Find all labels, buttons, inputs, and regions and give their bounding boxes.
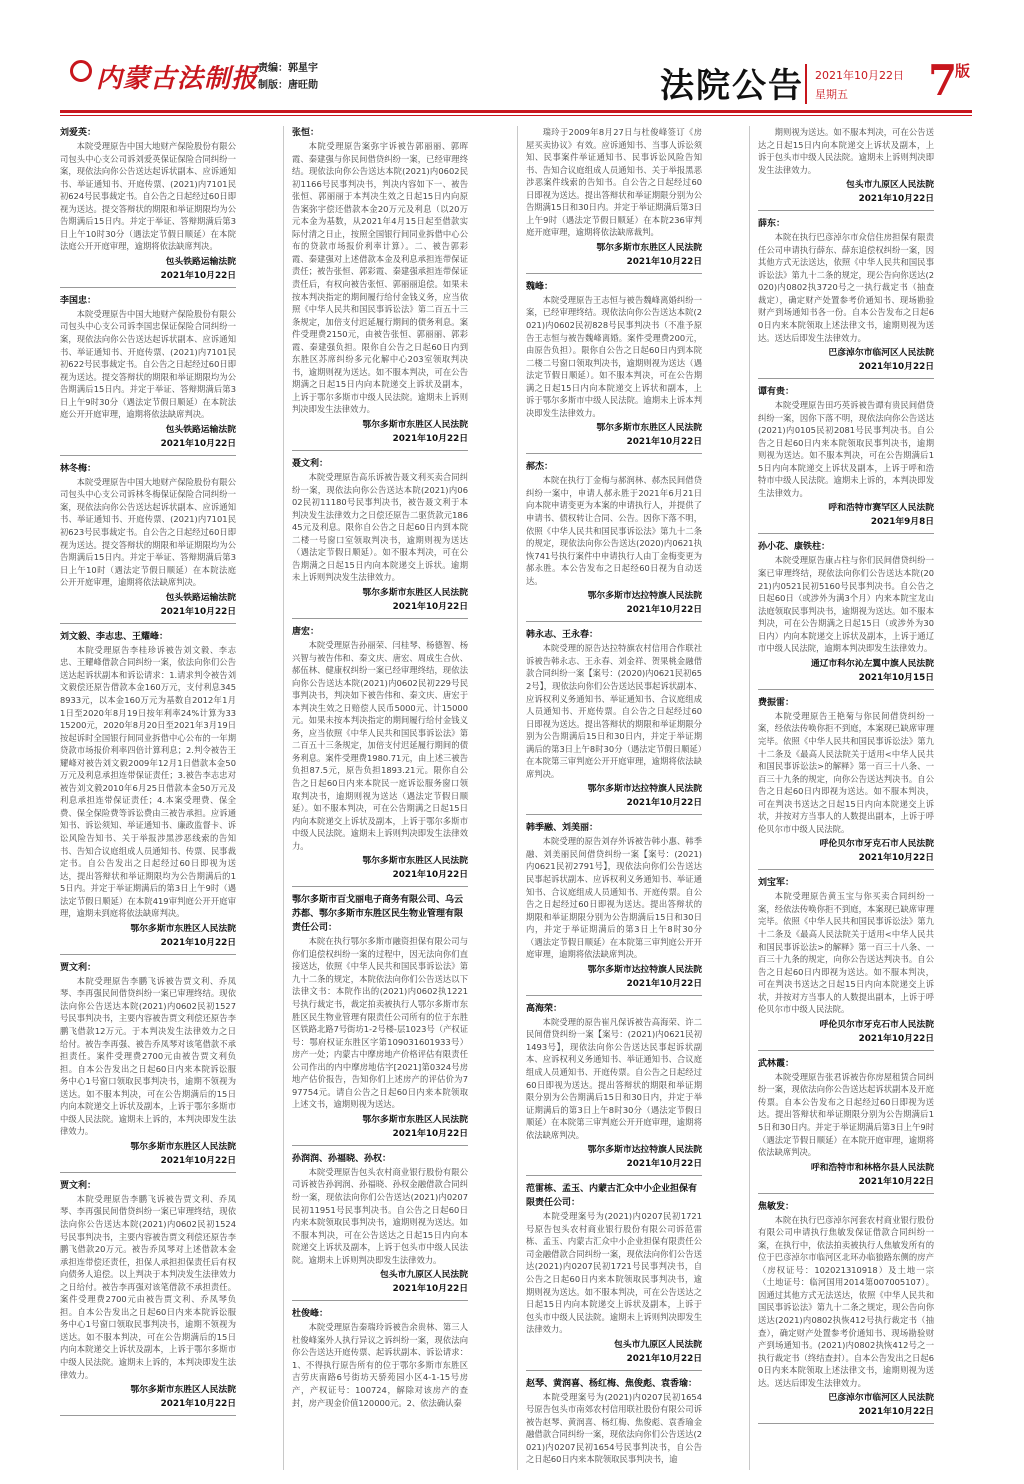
court-notice: [60, 961, 236, 1173]
court-notice: [758, 217, 934, 379]
issue-weekday: 星期五: [815, 88, 848, 101]
notice-date: 2021年10月22日: [526, 603, 702, 622]
notice-court: 包头市九原区人民法院: [614, 1339, 702, 1350]
notice-date: 2021年10月22日: [758, 192, 934, 211]
masthead: [0, 0, 1024, 118]
notice-addressee: 谭有贵：: [758, 387, 795, 398]
notice-addressee: 张恒：: [292, 128, 320, 138]
notice-addressee: 鄂尔多斯市百戈丽电子商务有限公司、乌云苏都、鄂尔多斯市东胜区民生物业管理有限责任公司：: [292, 895, 464, 934]
notice-date: 2021年10月22日: [292, 432, 468, 451]
newspaper-logo-icon: [70, 60, 92, 82]
notice-date: 2021年10月22日: [60, 1397, 236, 1416]
newspaper-logo: 内蒙古法制报: [96, 64, 259, 94]
notice-addressee: 唐宏：: [292, 626, 320, 637]
notice-addressee: 杜俊峰：: [292, 1309, 329, 1320]
notice-date: 2021年10月22日: [758, 360, 934, 379]
notice-addressee: 焦敏发：: [758, 1201, 795, 1212]
notice-date: 2021年10月22日: [292, 1282, 468, 1301]
notice-court: 鄂尔多斯市东胜区人民法院: [130, 923, 236, 934]
notice-addressee: 孙小花、康铁柱：: [758, 542, 831, 553]
court-notice: [758, 1200, 934, 1425]
notice-court: 鄂尔多斯市东胜区人民法院: [596, 242, 702, 253]
notice-body: 本院受理原告李鹏飞诉被告贾文利、乔凤琴、李再强民间借贷纠纷一案已审理终结，现依法向你公告送达本院(2021)内0602民初1524号民事判决书，主要内容被告贾文利偿还原告李鹏飞借款20万元。被告乔凤琴对上述借款本金承担连带偿还责任，担保人承担担保责任后有权向债务人追偿。以上判决于本判决发生法律效力之日给付。被告李再强对该笔借款不承担责任。案件受理费2700元由被告贾文利、乔凤琴负担。自本公告发出之日起60日内来本院诉讼服务中心1号窗口领取民事判决书，逾期不领视为送达。如不服本判决，可在公告期满后的15日内向本院递交上诉状及副本，上诉于鄂尔多斯市中级人民法院。逾期未上诉的，本判决即发生法律效力。: [60, 1193, 236, 1380]
notice-addressee: 聂文利：: [292, 459, 329, 470]
section-title: 法院公告: [660, 66, 804, 106]
notice-date: 2021年10月22日: [758, 851, 934, 870]
notice-date: 2021年10月22日: [758, 1405, 934, 1424]
court-notice: [526, 126, 702, 274]
column-divider: [749, 126, 750, 1470]
notice-court: 呼伦贝尔市牙克石市人民法院: [819, 1019, 934, 1030]
court-notice: [758, 385, 934, 534]
notice-addressee: 刘宝军：: [758, 878, 795, 889]
column-3: [526, 126, 702, 1466]
notice-date: 2021年10月22日: [60, 437, 236, 456]
notice-body: 本院受理案号为(2021)内0207民初1721号原告包头农村商业银行股份有限公司诉范雷栋、孟玉、内蒙古汇众中小企业担保有限责任公司金融借款合同纠纷一案，现依法向你们公告送达(2021)内0207民初1721号民事判决书，自公告之日起60日内来本院领取民事判决书，逾期则视为送达。如不服本判决，可在公告送达之日起15日内向本院递交上诉状及副本，上诉于包头市中级人民法院。逾期未上诉则判决即发生法律效力。: [526, 1211, 702, 1335]
editor-credits: [258, 60, 318, 94]
notice-body: 本院受理原告王志恒与被告魏峰离婚纠纷一案，已经审理终结。现依法向你公告送达本院(2021)内0602民初828号民事判决书（不准予原告王志恒与被告魏峰离婚。案件受理费200元，由原告负担）。限你自公告之日起60日内到本院二楼二号窗口领取判决书，逾期则视为送达（遇法定节假日顺延）。如不服本判决，可在公告期满之日起15日内向本院递交上诉状和副本，上诉于鄂尔多斯市中级人民法院。逾期未上诉本判决即发生法律效力。: [526, 294, 702, 418]
notice-body: 本院受理原告张君诉被告你房屋租赁合同纠纷一案，现依法向你公告送达起诉状副本及开庭传票。自本公告发布之日起经过60日即视为送达。提出答辩状和举证期限分别为公告期满后15日和30日内。并定于举证期满后第3日上午9时（遇法定节假日顺延）在本院开庭审理，逾期将依法缺席判决。: [758, 1071, 934, 1158]
notice-body: 本院受理的原告刘存外诉被告韩小惠、韩季融、刘美丽民间借贷纠纷一案【案号：(2021)内0621民初2791号】，现依法向你们公告送达民事起诉状副本、应诉权利义务通知书、举证通知书、合议庭组成人员通知书、开庭传票。自公告之日起经过60日即视为送达。提出答辩状的期限和举证期限分别为公告期满后15日和30日内，并定于举证期满后的第3日上午8时30分（遇法定节假日顺延）在本院第三审判庭公开开庭审理，逾期将依法缺席判决。: [526, 836, 702, 960]
notice-court: 鄂尔多斯市达拉特旗人民法院: [587, 784, 702, 795]
notice-date: 2021年10月22日: [60, 1154, 236, 1173]
notice-body: 本院受理原告孙丽荣、闫桂琴、杨德智、杨兴智与被告伟和、秦文庆、唐宏、周成生合伙、郝伍林、健康权纠纷一案已经审理终结，现依法向你公告送达本院(2021)内0602民初229号民事判决书，判决如下被告伟和、秦文庆、唐宏于本判决生效之日赔偿人民币5000元、计15000元。如果未按本判决指定的期间履行给付金钱义务，应当依照《中华人民共和国民事诉讼法》第二百五十三条规定，加倍支付迟延履行期间的债务利息。案件受理费1980.71元，由上述三被告负担87.5元，原告负担1893.21元。限你自公告之日起60日内来本院民一庭诉讼服务窗口领取判决书，逾期则视为送达（遇法定节假日顺延）。如不服本判决，可在公告期满之日起15日内向本院递交上诉状及副本，上诉于鄂尔多斯市中级人民法院。逾期未上诉则判决即发生法律效力。: [292, 639, 468, 851]
page-label: 版: [955, 62, 971, 80]
court-notice: [292, 457, 468, 619]
notice-addressee: 刘文毅、李志忠、王耀峰：: [60, 631, 169, 642]
court-notice: [526, 1002, 702, 1176]
notice-body: 本院受理原告康占柱与你们民间借贷纠纷一案已审理终结，现依法向你们公告送达本院(2021)内0521民初5160号民事判决书。自公告之日起60日（或涉外为满3个月）内来本院宝龙山法庭领取民事判决书，逾期视为送达。如不服本判决，可在公告期满之日起15日（或涉外为30日内）内向本院递交上诉状及副本，上诉于通辽市中级人民法院，逾期本判决即发生法律效力。: [758, 555, 934, 654]
notice-date: 2021年10月22日: [60, 605, 236, 624]
notice-body: 期则视为送达。如不服本判决，可在公告送达之日起15日内向本院递交上诉状及副本，上诉于包头市中级人民法院。逾期未上诉则判决即发生法律效力。: [758, 127, 934, 175]
court-notice: [526, 1182, 702, 1370]
notice-court: 鄂尔多斯市达拉特旗人民法院: [587, 964, 702, 975]
notice-addressee: 赵琴、黄润喜、杨红梅、焦俊彪、袁香瑜：: [526, 1378, 698, 1389]
notice-body: 本院受理原告包头农村商业银行股份有限公司诉被告孙润润、孙福晓、孙权金融借款合同纠纷一案，现依法向你们公告送达(2021)内0207民初11951号民事判决书。自公告之日起60日内来本院领取民事判决书，逾期则视为送达。如不服本判决，可在公告送达之日起15日内向本院递交上诉状及副本，上诉于包头市中级人民法院。逾期未上诉则判决即发生法律效力。: [292, 1166, 468, 1265]
notice-body: 本院受理原告李鹏飞诉被告贾文利、乔凤琴、李再强民间借贷纠纷一案已审理终结。现依法向你公告送达本院(2021)内0602民初1527号民事判决书，主要内容被告贾文利偿还原告李鹏飞借款12万元。于本判决发生法律效力之日给付。被告李再强、被告乔凤琴对该笔借款不承担责任。案件受理费2700元由被告贾文利负担。自本公告发出之日起60日内来本院诉讼服务中心1号窗口领取民事判决书，逾期不领视为送达。如不服本判决，可在公告期满后的15日内向本院递交上诉状及副本，上诉于鄂尔多斯市中级人民法院。逾期未上诉的，本判决即发生法律效力。: [60, 975, 236, 1137]
court-notice: [526, 460, 702, 622]
notice-date: 2021年10月22日: [292, 1127, 468, 1146]
notice-court: 鄂尔多斯市东胜区人民法院: [130, 1141, 236, 1152]
notice-court: 鄂尔多斯市东胜区人民法院: [362, 420, 468, 431]
notice-body: 本院受理原告中国大地财产保险股份有限公司包头中心支公司诉刘爱英保证保险合同纠纷一案，现依法向你公告送达起诉状副本、应诉通知书、举证通知书、开庭传票、(2021)内7101民初624号民事裁定书。自公告之日起经过60日即视为送达。提交答辩状的期限和举证期限均为公告期满后15日内。并定于举证、答辩期满后第3日上午10时30分（遇法定节假日顺延）在本院法庭公开开庭审理，逾期将依法缺席判决。: [60, 141, 236, 252]
notice-addressee: 费振雷：: [758, 697, 795, 708]
notice-date: 2021年9月8日: [758, 515, 934, 534]
notice-addressee: 贾文利：: [60, 1180, 97, 1191]
notice-addressee: 武林霞：: [758, 1058, 795, 1069]
header-rule-thin: [60, 115, 972, 116]
notice-body: 本院受理原告高乐诉被告聂文利买卖合同纠纷一案，现依法向你公告送达本院(2021)内0602民初11180号民事判决书，被告聂文利于本判决发生法律效力之日偿还原告二驱货款元18645元及利息。限你自公告之日起60日内到本院二楼一号窗口室领取判决书，逾期则视为送达（遇法定节假日顺延）。如不服本判决，可在公告期满之日起15日内向本院递交上诉状。逾期未上诉则判决发生法律效力。: [292, 472, 468, 583]
notice-body: 本院受理原告案弥宇诉被告郭丽丽、郭晖霞、秦建强与你民间借贷纠纷一案，已经审理终结。现依法向你公告送达本院(2021)内0602民初1166号民事判决书，判决内容如下一、被告张恒、郭丽丽于本判决生效之日起15日内向原告案弥宇偿还借款本金20万元及利息（以20万元本金为基数，从2021年4月15日起至借款实际付清之日止，按照全国银行间同业拆借中心公布的贷款市场报价利率计算）。二、被告郭彩霞、秦建强对上述借款本金及利息承担连带保证责任；被告张恒、郭彩霞、秦建强承担连带保证责任后，有权向被告张恒、郭丽丽追偿。如果未按本判决指定的期间履行给付金钱义务，应当依照《中华人民共和国民事诉讼法》第二百五十三条规定，加倍支付迟延履行期间的债务利息。案件受理费2150元，由被告张恒、郭丽丽、郭彩霞、秦建强负担。限你自公告之日起60日内到东胜区苏席纠纷多元化解中心203室领取判决书，逾期则视为送达。如不服本判决，可在公告期满之日起15日内向本院递交上诉状及副本，上诉于鄂尔多斯市中级人民法院。逾期未上诉则判决即发生法律效力。: [292, 141, 468, 415]
notice-court: 鄂尔多斯市东胜区人民法院: [362, 587, 468, 598]
notice-addressee: 韩季融、刘美丽：: [526, 823, 599, 834]
notice-body: 本院受理原告田巧英诉被告谭有贵民间借贷纠纷一案，因你下落不明，现依法向你公告送达(2021)内0105民初2081号民事判决书。自公告之日起60日内来本院领取民事判决书，逾期则视为送达。如不服本判决，可在公告期满后15日内向本院递交上诉状及副本，上诉于呼和浩特市中级人民法院。逾期未上诉的，本判决即发生法律效力。: [758, 400, 934, 498]
notice-date: 2021年10月22日: [758, 1175, 934, 1194]
court-notice: [758, 876, 934, 1050]
notice-addressee: 孙润润、孙福晓、孙权：: [292, 1153, 392, 1164]
court-notice: [758, 126, 934, 211]
column-1: [60, 126, 236, 1422]
notice-date: 2021年10月22日: [526, 796, 702, 815]
notice-date: 2021年10月22日: [526, 255, 702, 274]
court-notice: [526, 821, 702, 995]
notice-court: 巴彦淖尔市临河区人民法院: [828, 1393, 934, 1404]
court-notice: [60, 462, 236, 624]
notice-court: 巴彦淖尔市临河区人民法院: [828, 348, 934, 359]
notice-court: 包头铁路运输法院: [165, 592, 236, 603]
notice-body: 本院在执行巴彦淖尔河套农村商业银行股份有限公司申请执行焦敏发保证借款合同纠纷一案，在执行中，依法拍卖被执行人焦敏发所有的位于巴彦淖尔市临河区北环办临狼路东侧的房产（房权证号：102021310918）及土地一宗（土地证号：临河国用2014第007005107）。因通过其他方式无法送达，依照《中华人民共和国民事诉讼法》第九十二条之规定，现公告向你送达(2021)内0802执恢412号执行裁定书（抽查），确定财产处置参考价通知书、现场勘验财产到场通知书。(2021)内0802执恢412号之一执行裁定书（终结查封）。自本公告发出之日起60日内来本院领取上述法律文书，逾期则视为送达。送达后即发生法律效力。: [758, 1214, 934, 1388]
court-notice: [292, 893, 468, 1146]
notice-court: 包头市九原区人民法院: [846, 180, 934, 191]
page-number: 7: [928, 56, 958, 105]
notice-court: 鄂尔多斯市东胜区人民法院: [596, 423, 702, 434]
court-notice: [292, 625, 468, 887]
notice-body: 瑞玲于2009年8月27日与杜俊峰签订《房屋买卖协议》有效。应诉通知书、当事人诉讼须知、民事案件举证通知书、民事诉讼风险告知书、告知合议庭组成人员通知书、关于举报黑恶涉恶案件线索的告知书。自公告之日起经过60日即视为送达。提出答辩状和举证期限分别为公告期满15日和30日内。并定于举证期满后第3日上午9时（遇法定节假日顺延）在本院236审判庭开庭审理，逾期将依法缺席裁判。: [526, 127, 702, 238]
court-notice: [60, 126, 236, 288]
notice-court: 鄂尔多斯市东胜区人民法院: [362, 856, 468, 867]
notice-court: 包头市九原区人民法院: [380, 1270, 468, 1281]
notice-court: 包头铁路运输法院: [165, 424, 236, 435]
notice-date: 2021年10月15日: [758, 671, 934, 690]
notice-body: 本院受理原告中国大地财产保险股份有限公司包头中心支公司诉李国忠保证保险合同纠纷一案，现依法向你公告送达起诉状副本、应诉通知书、举证通知书、开庭传票、(2021)内7101民初622号民事裁定书。自公告之日起经过60日即视为送达。提交答辩状的期限和举证期限均为公告期满后15日内。并定于举证、答辩期满后第3日上午9时30分（遇法定节假日顺延）在本院法庭公开开庭审理，逾期将依法缺席判决。: [60, 308, 236, 420]
notice-date: 2021年10月22日: [526, 1352, 702, 1371]
notice-court: 呼伦贝尔市牙克石市人民法院: [819, 839, 934, 850]
court-notice: [526, 280, 702, 454]
court-notice: [526, 628, 702, 815]
column-divider: [517, 126, 518, 1470]
notice-addressee: 魏峰：: [526, 281, 554, 292]
notice-court: 呼和浩特市和林格尔县人民法院: [810, 1162, 934, 1173]
notice-body: 本院受理原告黄玉宝与你买卖合同纠纷一案，经依法传唤你拒不到庭，本案现已缺席审理完毕。依照《中华人民共和国民事诉讼法》第九十二条及《最高人民法院关于适用<中华人民共和国民事诉讼法>的解释》第一百三十八条、一百三十九条的规定，向你公告送达判决书。自公告之日起60日内即视为送达。如不服本判决，可在判决书送达之日起15日内向本院递交上诉状，并按对方当事人的人数提出副本，上诉于呼伦贝尔市中级人民法院。: [758, 891, 934, 1015]
notice-court: 通辽市科尔沁左翼中旗人民法院: [810, 658, 934, 669]
editor-label: 责编：: [258, 63, 288, 74]
notice-addressee: 薛东：: [758, 219, 786, 230]
notice-court: 呼和浩特市赛罕区人民法院: [828, 503, 934, 514]
issue-date: 2021年10月22日: [815, 69, 904, 82]
notice-addressee: 林冬梅：: [60, 463, 97, 474]
notice-addressee: 刘爱英：: [60, 128, 97, 138]
notice-body: 本院受理原告中国大地财产保险股份有限公司包头中心支公司诉林冬梅保证保险合同纠纷一案，现依法向你公告送达起诉状副本、应诉通知书、举证通知书、开庭传票、(2021)内7101民初623号民事裁定书。自公告之日起经过60日即视为送达。提交答辩状的期限和举证期限均为公告期满后15日内。并定于举证、答辩期满后第3日上午10时（遇法定节假日顺延）在本院法庭公开开庭审理，逾期将依法缺席判决。: [60, 476, 236, 588]
notice-addressee: 郝杰：: [526, 462, 554, 473]
header-rule: [60, 110, 972, 113]
notice-court: 鄂尔多斯市达拉特旗人民法院: [587, 1145, 702, 1156]
court-notice: [60, 294, 236, 456]
notice-body: 本院受理原告李桂珍诉被告刘文毅、李志忠、王耀峰借款合同纠纷一案，依法向你们公告送达起诉状副本和诉讼请求：1.请求判令被告刘文毅偿还原告借款本金160万元，支付利息3458933元，以本金160万元为基数自2012年1月1日至2020年8月19日按年利率24%计算为3315200元，2020年8月20日至2021年3月19日按起诉时全国银行间同业拆借中心公布的一年期贷款市场报价利率四倍计算利息；2.判令被告王耀峰对被告刘文毅2009年12月1日借款本金50万元及利息承担连带保证责任；3.被告李志忠对被告刘文毅2010年6月25日借款本金50万元及利息承担连带保证责任；4.本案受理费、保全费、保全保险费等诉讼费由三被告承担。应诉通知书、诉讼须知、举证通知书、廉政监督卡、诉讼风险告知书、关于举报涉黑涉恶线索的告知书、告知合议庭组成人员通知书、传票、民事裁定书。自公告发出之日起经过60日即视为送达，提出答辩状和举证期限均为公告期满后的15日内。并定于举证期满后的第3日上午9时（遇法定节假日顺延）在本院419审判庭公开开庭审理，逾期未到庭将依法缺席判决。: [60, 644, 236, 919]
notice-addressee: 范雷栋、孟玉、内蒙古汇众中小企业担保有限责任公司：: [526, 1184, 698, 1209]
producer-label: 制版：: [258, 80, 288, 91]
notice-date: 2021年10月22日: [526, 435, 702, 454]
notice-body: 本院受理原告王艳菊与你民间借贷纠纷一案，经依法传唤你拒不到庭，本案现已缺席审理完毕。依照《中华人民共和国民事诉讼法》第九十二条及《最高人民法院关于适用<中华人民共和国民事诉讼法>的解释》第一百三十八条、一百三十九条的规定，向你公告送达判决书。自公告之日起60日内即视为送达。如不服本判决，可在判决书送达之日起15日内向本院递交上诉状，并按对方当事人的人数提出副本，上诉于呼伦贝尔市中级人民法院。: [758, 710, 934, 834]
column-4: [758, 126, 934, 1430]
notice-addressee: 高海荣：: [526, 1003, 563, 1014]
court-notice: [758, 696, 934, 870]
producer-name: 唐旺勋: [288, 80, 318, 91]
notice-date: 2021年10月22日: [292, 868, 468, 887]
notice-body: 本院受理原告秦瑞玲诉被告余贵林、第三人杜俊峰案外人执行异议之诉纠纷一案，现依法向你公告送达开庭传票、起诉状副本、诉讼请求：1、不得执行原告所有的位于鄂尔多斯市东胜区吉劳庆南路6号街坊天骄苑园小区4-1-15号房产，产权证号：100724，解除对该房产的查封，房产现金价值120000元。2、依法确认秦: [292, 1322, 468, 1408]
notice-body: 本院在执行巴彦淖尔市众信住房担保有限责任公司申请执行薛东、薛东追偿权纠纷一案，因其他方式无法送达，依照《中华人民共和国民事诉讼法》第九十二条的规定，现公告向你送达(2020)内0802执3720号之一执行裁定书（抽查裁定），确定财产处置参考价通知书、现场勘验财产到场通知书各一份。自本公告发布之日起60日内来本院领取上述法律文书，逾期则视为送达。送达后即发生法律效力。: [758, 232, 934, 343]
court-notice: [292, 1152, 468, 1301]
notice-court: 鄂尔多斯市东胜区人民法院: [130, 1385, 236, 1396]
notice-date: 2021年10月22日: [758, 1032, 934, 1051]
notice-date: 2021年10月22日: [292, 600, 468, 619]
notice-date: 2021年10月22日: [60, 936, 236, 955]
notice-addressee: 李国忠：: [60, 295, 97, 306]
notice-body: 本院在执行鄂尔多斯市融资担保有限公司与你们追偿权纠纷一案的过程中，因无法向你们直接送达，依照《中华人民共和国民事诉讼法》第九十二条的规定，本院依法向你们公告送达以下法律文书：本院作出的(2021)内0602执1221号执行裁定书，裁定拍卖被执行人鄂尔多斯市东胜区民生物业管理有限责任公司所有的位于东胜区铁路北路7号街坊1-2号楼-层1023号（产权证号：鄂府权证东胜区字第109031601933号）房产一处；内蒙古中摩房地产价格评估有限责任公司作出的内中摩房地估字[2021]第0324号房地产估价报告，告知你们上述房产的评估价为797754元。请自公告之日起60日内来本院领取上述文书，逾期则视为送达。: [292, 936, 468, 1110]
court-notice: [60, 1179, 236, 1416]
notice-date: 2021年10月22日: [526, 977, 702, 996]
court-notice: [758, 540, 934, 689]
notice-court: 鄂尔多斯市东胜区人民法院: [362, 1114, 468, 1125]
notice-addressee: 贾文利：: [60, 962, 97, 973]
court-notice: [292, 1307, 468, 1409]
notice-body: 本院受理案号为(2021)内0207民初1654号原告包头市南郊农村信用联社股份有限公司诉被告赵琴、黄润喜、杨红梅、焦俊彪、袁香瑜金融借款合同纠纷一案，现依法向你们公告送达(2021)内0207民初1654号民事判决书，自公告之日起60日内来本院领取民事判决书，逾: [526, 1391, 702, 1465]
court-notice: [60, 630, 236, 955]
notice-date: 2021年10月22日: [526, 1157, 702, 1176]
editor-name: 郭星宇: [288, 63, 318, 74]
notice-body: 本院受理的原告崔凡保诉被告高海荣、许二民间借贷纠纷一案【案号：(2021)内0621民初1493号】，现依法向你公告送达民事起诉状副本、应诉权利义务通知书、举证通知书、合议庭组成人员通知书、开庭传票。自公告之日起经过60日即视为送达。提出答辩状的期限和举证期限分别为公告期满后15日和30日内，并定于举证期满后的第3日上午8时30分（遇法定节假日顺延）在本院第三审判庭公开开庭审理，逾期将依法缺席判决。: [526, 1016, 702, 1140]
court-notice: [526, 1377, 702, 1466]
column-divider: [283, 126, 284, 1470]
column-2: [292, 126, 468, 1409]
notice-body: 本院受理的原告达拉特旗农村信用合作联社诉被告韩永志、王永春、刘金祥、贺果桃金融借款合同纠纷一案【案号：(2020)内0621民初652号】，现依法向你们公告送达民事起诉状副本、应诉权利义务通知书、举证通知书、合议庭组成人员通知书、开庭传票。自公告之日起经过60日即视为送达。提出答辩状的期限和举证期限分别为公告期满后15日和30日内，并定于举证期满后的第3日上午8时30分（遇法定节假日顺延）在本院第三审判庭公开开庭审理，逾期将依法缺席判决。: [526, 643, 702, 779]
notice-court: 鄂尔多斯市达拉特旗人民法院: [587, 591, 702, 602]
date-box: [805, 64, 925, 104]
court-notice: [758, 1057, 934, 1194]
notice-court: 包头铁路运输法院: [165, 256, 236, 267]
notice-date: 2021年10月22日: [60, 269, 236, 288]
court-notice: [292, 126, 468, 451]
notice-addressee: 韩永志、王永春：: [526, 630, 599, 641]
notice-body: 本院在执行丁金梅与郝润林、郝杰民间借贷纠纷一案中，申请人郝永胜于2021年6月21日向本院申请变更为本案的申请执行人，并提供了申请书、债权转让合同、公告。因你下落不明，依照《中华人民共和国民事诉讼法》第九十二条的规定，现依法向你公告送达(2020)内0621执恢741号执行案件中申请执行人由丁金梅变更为郝永胜。本公告发布之日起经60日视为自动送达。: [526, 475, 702, 586]
